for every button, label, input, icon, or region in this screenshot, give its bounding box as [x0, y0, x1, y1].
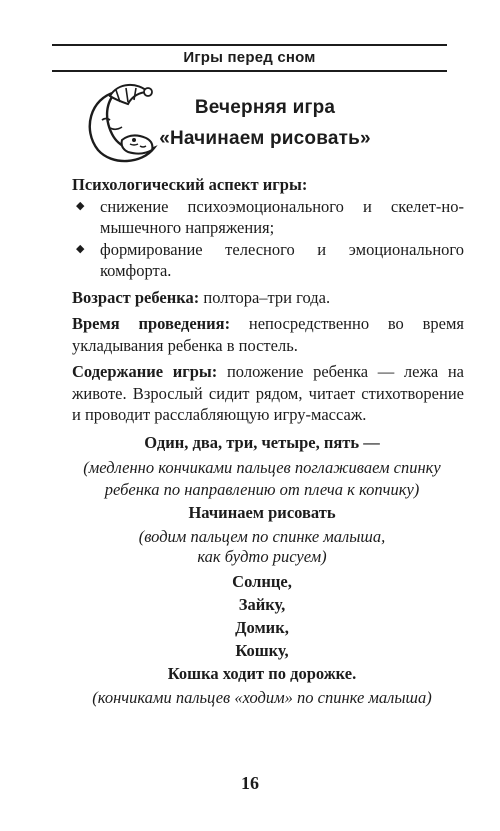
content-value: положение ребенка — лежа на животе. Взрослый сидит рядом, читает стихотворение и проводит расслабляющую игру-массаж. [72, 362, 464, 424]
title-line-2: «Начинаем рисовать» [159, 128, 371, 149]
game-description [72, 174, 464, 426]
aspect-heading: Психологический аспект игры: [72, 175, 308, 194]
verse-line-7: Кошка ходит по дорожке. [167, 664, 357, 683]
verse-line-5: Домик, [235, 618, 289, 637]
list-item [72, 239, 464, 282]
aspect-list [72, 196, 464, 282]
running-header [52, 44, 447, 72]
title-line-1: Вечерняя игра [194, 97, 336, 118]
list-item [72, 196, 464, 239]
verse-note-2a: (водим пальцем по спинке малыша, [138, 527, 386, 546]
running-title: Игры перед сном [183, 49, 316, 66]
content-label: Содержание игры: [72, 362, 218, 381]
verse-line-1: Один, два, три, четыре, пять — [144, 433, 380, 452]
time-paragraph [72, 313, 464, 356]
aspect-bullet-2: формирование телесного и эмоционального комфорта. [100, 239, 464, 280]
diamond-bullet-icon: ◆ [76, 242, 85, 255]
content-paragraph [72, 361, 464, 426]
age-label: Возраст ребенка: [72, 287, 200, 307]
age-paragraph [72, 287, 464, 309]
game-title [150, 92, 380, 154]
aspect-bullet-1: снижение психоэмоционального и скелет-но-мышечного напряжения; [100, 196, 464, 237]
verse-note-2b: как будто рисуем) [197, 547, 327, 566]
time-value: непосредственно во время укладывания ребенка в постель. [72, 314, 464, 355]
page-number: 16 [241, 773, 259, 793]
verse-line-6: Кошку, [235, 641, 289, 660]
verse-line-2: Начинаем рисовать [188, 503, 336, 522]
diamond-bullet-icon: ◆ [76, 199, 85, 212]
verse-line-4: Зайку, [238, 595, 286, 614]
verse-note-1: (медленно кончиками пальцев поглаживаем спинку ребенка по направлению от плеча к копчику) [83, 458, 441, 499]
age-value: полтора–три года. [199, 287, 331, 307]
verse-note-3: (кончиками пальцев «ходим» по спинке малыша) [92, 688, 432, 707]
time-label: Время проведения: [72, 314, 231, 333]
verse-line-3: Солнце, [232, 572, 292, 591]
